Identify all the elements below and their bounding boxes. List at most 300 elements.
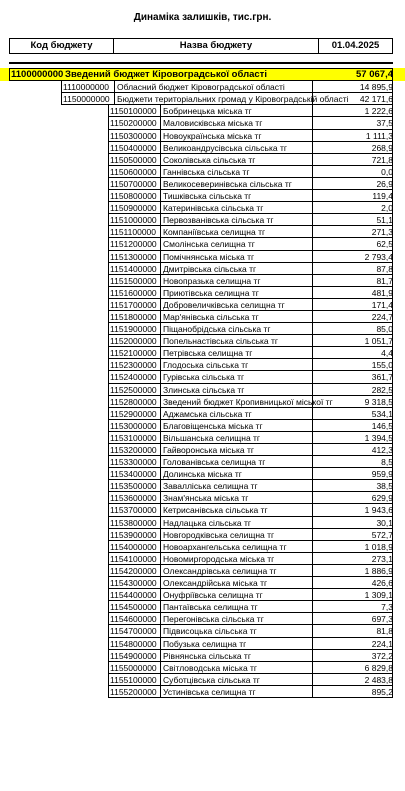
balance-value: 895,2 bbox=[371, 686, 393, 697]
cell-divider bbox=[312, 251, 313, 263]
cell-divider bbox=[160, 226, 161, 238]
budget-name: Перегонівська сільська тг bbox=[163, 614, 264, 625]
budget-code: 1151700000 bbox=[110, 299, 157, 310]
cell-divider bbox=[160, 190, 161, 202]
balance-value: 224,7 bbox=[371, 311, 393, 322]
table-row bbox=[0, 601, 405, 613]
budget-name: Гайворонська міська тг bbox=[163, 445, 254, 455]
cell-divider bbox=[312, 81, 313, 93]
balance-value: 481,9 bbox=[371, 287, 393, 298]
cell-divider bbox=[312, 347, 313, 359]
table-row bbox=[0, 432, 405, 444]
budget-code: 1151000000 bbox=[110, 215, 157, 226]
balance-value: 534,1 bbox=[371, 408, 393, 419]
budget-name: Бобринецька міська тг bbox=[163, 106, 252, 117]
header-name: Назва бюджету bbox=[114, 39, 319, 53]
cell-divider bbox=[312, 541, 313, 553]
balance-value: 1 051,7 bbox=[364, 336, 393, 347]
budget-name: Піщанобрідська сільська тг bbox=[163, 324, 271, 335]
balance-value: 1 222,6 bbox=[364, 106, 393, 117]
table-row bbox=[0, 553, 405, 565]
budget-name: Великосеверинівська сільська тг bbox=[163, 178, 292, 189]
cell-divider bbox=[312, 359, 313, 371]
table-row bbox=[0, 142, 405, 154]
balance-value: 171,4 bbox=[371, 299, 393, 310]
cell-divider bbox=[312, 299, 313, 311]
budget-code: 1152100000 bbox=[110, 348, 157, 359]
budget-table-body bbox=[0, 68, 405, 698]
table-row bbox=[0, 263, 405, 275]
budget-code: 1151300000 bbox=[110, 251, 157, 262]
budget-name: Долинська міська тг bbox=[163, 469, 242, 480]
budget-name: Аджамська сільська тг bbox=[163, 408, 252, 419]
balance-value: 119,4 bbox=[372, 191, 393, 202]
table-row bbox=[0, 226, 405, 238]
budget-name: Пантаївська селищна тг bbox=[163, 602, 258, 613]
cell-divider bbox=[312, 130, 313, 142]
table-row bbox=[0, 81, 405, 93]
balance-value: 1 309,1 bbox=[364, 590, 393, 601]
cell-divider bbox=[160, 275, 161, 287]
budget-name: Обласний бюджет Кіровоградської області bbox=[117, 82, 285, 93]
budget-code: 1153100000 bbox=[110, 432, 157, 443]
table-row bbox=[0, 190, 405, 202]
table-row bbox=[0, 178, 405, 190]
budget-name: Соколівська сільська тг bbox=[163, 154, 256, 165]
cell-divider bbox=[160, 492, 161, 504]
budget-code: 1151800000 bbox=[110, 311, 157, 322]
cell-divider bbox=[312, 468, 313, 480]
budget-code: 1152300000 bbox=[110, 360, 157, 371]
table-row bbox=[0, 662, 405, 674]
cell-divider bbox=[312, 565, 313, 577]
table-row bbox=[0, 299, 405, 311]
balance-value: 2 483,8 bbox=[364, 674, 393, 685]
budget-name: Новопразька селищна тг bbox=[163, 275, 261, 286]
cell-divider bbox=[160, 117, 161, 129]
cell-divider bbox=[160, 178, 161, 190]
cell-divider bbox=[312, 444, 313, 456]
cell-divider bbox=[312, 529, 313, 541]
balance-value: 1 886,9 bbox=[364, 565, 393, 576]
table-row bbox=[0, 251, 405, 263]
table-row bbox=[0, 347, 405, 359]
cell-divider bbox=[160, 480, 161, 492]
budget-code: 1153900000 bbox=[110, 529, 157, 540]
cell-divider bbox=[160, 408, 161, 420]
budget-code: 1152900000 bbox=[110, 408, 157, 419]
cell-divider bbox=[160, 335, 161, 347]
budget-code: 1154400000 bbox=[110, 590, 157, 601]
budget-name: Маловисківська міська тг bbox=[163, 118, 263, 129]
budget-code: 1153200000 bbox=[110, 445, 157, 455]
cell-divider bbox=[160, 456, 161, 468]
budget-name: Петрівська селищна тг bbox=[163, 348, 253, 359]
cell-divider bbox=[160, 638, 161, 650]
cell-divider bbox=[312, 202, 313, 214]
balance-value: 38,5 bbox=[376, 481, 393, 492]
cell-divider bbox=[312, 275, 313, 287]
budget-code: 1151600000 bbox=[110, 287, 157, 298]
table-row bbox=[0, 650, 405, 662]
cell-divider bbox=[160, 529, 161, 541]
table-row bbox=[0, 456, 405, 468]
cell-divider bbox=[160, 613, 161, 625]
cell-divider bbox=[160, 468, 161, 480]
budget-code: 1154000000 bbox=[110, 541, 157, 552]
budget-code: 1153300000 bbox=[110, 457, 157, 468]
cell-divider bbox=[160, 432, 161, 444]
budget-code: 1155000000 bbox=[110, 662, 157, 673]
balance-value: 4,4 bbox=[381, 348, 393, 359]
balance-value: 14 895,9 bbox=[359, 82, 393, 93]
cell-divider bbox=[312, 650, 313, 662]
cell-divider bbox=[312, 504, 313, 516]
balance-value: 6 829,8 bbox=[364, 662, 393, 673]
budget-code: 1154800000 bbox=[110, 638, 157, 649]
table-row bbox=[0, 335, 405, 347]
cell-divider bbox=[160, 130, 161, 142]
balance-value: 224,1 bbox=[371, 638, 393, 649]
balance-value: 0,0 bbox=[381, 166, 393, 177]
table-row bbox=[0, 480, 405, 492]
table-row bbox=[0, 444, 405, 456]
table-row bbox=[0, 674, 405, 686]
table-row bbox=[0, 565, 405, 577]
budget-code: 1151400000 bbox=[110, 263, 157, 274]
cell-divider bbox=[312, 553, 313, 565]
budget-name: Первозванівська сільська тг bbox=[163, 215, 274, 226]
balance-value: 26,9 bbox=[376, 178, 393, 189]
budget-name: Голованівська селищна тг bbox=[163, 457, 266, 468]
budget-name: Побузька селищна тг bbox=[163, 638, 247, 649]
cell-divider bbox=[312, 432, 313, 444]
budget-name: Благовіщенська міська тг bbox=[163, 420, 263, 431]
budget-name: Устинівська селищна тг bbox=[163, 686, 256, 697]
cell-divider bbox=[312, 601, 313, 613]
table-row bbox=[0, 275, 405, 287]
cell-divider bbox=[312, 638, 313, 650]
balance-value: 57 067,4 bbox=[356, 69, 393, 80]
cell-divider bbox=[160, 154, 161, 166]
budget-code: 1150200000 bbox=[110, 118, 157, 129]
cell-divider bbox=[312, 577, 313, 589]
table-row bbox=[0, 287, 405, 299]
cell-divider bbox=[312, 335, 313, 347]
table-row bbox=[0, 613, 405, 625]
budget-code: 1150000000 bbox=[63, 94, 110, 105]
table-row bbox=[0, 154, 405, 166]
balance-value: 426,6 bbox=[371, 578, 393, 589]
budget-code: 1150300000 bbox=[110, 130, 157, 141]
balance-value: 572,7 bbox=[371, 529, 393, 540]
balance-value: 7,3 bbox=[381, 602, 393, 613]
header-separator bbox=[9, 62, 393, 64]
cell-divider bbox=[160, 263, 161, 275]
balance-value: 372,2 bbox=[371, 650, 393, 661]
cell-divider bbox=[312, 105, 313, 117]
budget-code: 1153400000 bbox=[110, 469, 157, 480]
cell-divider bbox=[312, 287, 313, 299]
cell-divider bbox=[114, 81, 115, 93]
balance-value: 85,0 bbox=[376, 324, 393, 335]
budget-name: Олександрійська міська тг bbox=[163, 578, 268, 589]
table-row bbox=[0, 529, 405, 541]
cell-divider bbox=[160, 384, 161, 396]
balance-value: 2,0 bbox=[381, 203, 393, 214]
cell-divider bbox=[312, 589, 313, 601]
cell-divider bbox=[312, 613, 313, 625]
cell-divider bbox=[160, 420, 161, 432]
cell-divider bbox=[160, 214, 161, 226]
cell-divider bbox=[312, 214, 313, 226]
cell-divider bbox=[312, 323, 313, 335]
balance-value: 273,1 bbox=[371, 553, 393, 564]
cell-divider bbox=[160, 359, 161, 371]
budget-name: Надлацька сільська тг bbox=[163, 517, 251, 528]
budget-name: Тишківська сільська тг bbox=[163, 191, 252, 202]
cell-divider bbox=[312, 662, 313, 674]
budget-code: 1152000000 bbox=[110, 336, 157, 347]
balance-value: 51,1 bbox=[376, 215, 393, 226]
cell-divider bbox=[160, 577, 161, 589]
cell-divider bbox=[160, 396, 161, 408]
budget-name: Помічнянська міська тг bbox=[163, 251, 255, 262]
budget-name: Суботцівська сільська тг bbox=[163, 674, 260, 685]
header-code: Код бюджету bbox=[10, 39, 114, 53]
cell-divider bbox=[160, 553, 161, 565]
budget-name: Катеринівська сільська тг bbox=[163, 203, 264, 214]
balance-value: 37,5 bbox=[376, 118, 393, 129]
budget-code: 1110000000 bbox=[63, 82, 110, 93]
budget-name: Вільшанська селищна тг bbox=[163, 432, 261, 443]
budget-code: 1100000000 bbox=[11, 69, 64, 80]
table-row bbox=[0, 130, 405, 142]
cell-divider bbox=[160, 202, 161, 214]
budget-code: 1153000000 bbox=[110, 420, 157, 431]
table-row bbox=[0, 638, 405, 650]
balance-value: 1 394,5 bbox=[364, 432, 393, 443]
balance-value: 8,5 bbox=[381, 457, 393, 468]
budget-name: Новомиргородська міська тг bbox=[163, 553, 275, 564]
cell-divider bbox=[312, 674, 313, 686]
cell-divider bbox=[160, 287, 161, 299]
table-row bbox=[0, 311, 405, 323]
budget-name: Добровеличківська селищна тг bbox=[163, 299, 285, 310]
budget-name: Дмитрівська сільська тг bbox=[163, 263, 257, 274]
cell-divider bbox=[312, 517, 313, 529]
budget-code: 1154300000 bbox=[110, 578, 157, 589]
balance-value: 146,5 bbox=[371, 420, 393, 431]
budget-name: Підвисоцька сільська тг bbox=[163, 626, 257, 637]
budget-code: 1150500000 bbox=[110, 154, 157, 165]
balance-value: 271,3 bbox=[371, 227, 393, 238]
table-header bbox=[9, 38, 393, 54]
cell-divider bbox=[160, 105, 161, 117]
balance-value: 1 018,9 bbox=[364, 541, 393, 552]
cell-divider bbox=[312, 178, 313, 190]
table-row bbox=[0, 492, 405, 504]
table-row bbox=[0, 408, 405, 420]
budget-name: Кетрисанівська сільська тг bbox=[163, 505, 268, 516]
table-row bbox=[0, 93, 405, 105]
cell-divider bbox=[160, 238, 161, 250]
cell-divider bbox=[312, 263, 313, 275]
table-row bbox=[0, 396, 405, 408]
budget-code: 1151200000 bbox=[110, 239, 157, 250]
balance-value: 268,9 bbox=[371, 142, 393, 153]
table-row bbox=[0, 625, 405, 637]
cell-divider bbox=[312, 492, 313, 504]
budget-name: Смолінська селищна тг bbox=[163, 239, 255, 250]
balance-value: 959,9 bbox=[371, 469, 393, 480]
budget-code: 1152400000 bbox=[110, 372, 157, 383]
budget-name: Мар'янівська сільська тг bbox=[163, 311, 259, 322]
cell-divider bbox=[312, 142, 313, 154]
table-row bbox=[0, 371, 405, 383]
budget-name: Великоандрусівська сільська тг bbox=[163, 142, 287, 153]
cell-divider bbox=[114, 93, 115, 105]
budget-name: Новгородківська селищна тг bbox=[163, 529, 275, 540]
budget-code: 1153500000 bbox=[110, 481, 157, 492]
balance-value: 697,3 bbox=[371, 614, 393, 625]
cell-divider bbox=[160, 589, 161, 601]
budget-name: Компаніївська селищна тг bbox=[163, 227, 266, 238]
budget-name: Світловодська міська тг bbox=[163, 662, 258, 673]
cell-divider bbox=[160, 662, 161, 674]
budget-name: Новоукраїнська міська тг bbox=[163, 130, 262, 141]
cell-divider bbox=[160, 650, 161, 662]
cell-divider bbox=[312, 408, 313, 420]
balance-value: 42 171,6 bbox=[359, 94, 393, 105]
cell-divider bbox=[312, 384, 313, 396]
budget-name: Ганнівська сільська тг bbox=[163, 166, 250, 177]
balance-value: 629,9 bbox=[371, 493, 393, 504]
cell-divider bbox=[160, 517, 161, 529]
budget-code: 1151100000 bbox=[110, 227, 157, 238]
budget-code: 1150400000 bbox=[110, 142, 157, 153]
budget-code: 1155200000 bbox=[110, 686, 157, 697]
budget-code: 1155100000 bbox=[110, 674, 157, 685]
cell-divider bbox=[160, 323, 161, 335]
budget-name: Олександрівська селищна тг bbox=[163, 565, 277, 576]
cell-divider bbox=[312, 480, 313, 492]
cell-divider bbox=[312, 686, 313, 698]
budget-code: 1153700000 bbox=[110, 505, 157, 516]
cell-divider bbox=[312, 456, 313, 468]
header-date: 01.04.2025 bbox=[331, 40, 380, 51]
cell-divider bbox=[160, 142, 161, 154]
budget-code: 1151900000 bbox=[110, 324, 157, 335]
budget-name: Зведений бюджет Кропивницької міської тг bbox=[163, 396, 333, 407]
budget-name: Попельнастівська сільська тг bbox=[163, 336, 279, 347]
table-row bbox=[0, 117, 405, 129]
budget-code: 1154100000 bbox=[110, 553, 157, 564]
table-row bbox=[0, 105, 405, 117]
table-row bbox=[0, 202, 405, 214]
table-row bbox=[0, 468, 405, 480]
cell-divider bbox=[312, 190, 313, 202]
cell-divider bbox=[160, 299, 161, 311]
table-row bbox=[0, 166, 405, 178]
budget-name: Приютівська селищна тг bbox=[163, 287, 259, 298]
balance-value: 721,8 bbox=[371, 154, 393, 165]
budget-name: Завалліська селищна тг bbox=[163, 481, 258, 492]
budget-code: 1153800000 bbox=[110, 517, 157, 528]
cell-divider bbox=[160, 541, 161, 553]
cell-divider bbox=[312, 420, 313, 432]
budget-name: Глодоська сільська тг bbox=[163, 360, 249, 371]
budget-code: 1154700000 bbox=[110, 626, 157, 637]
table-row bbox=[0, 323, 405, 335]
balance-value: 282,5 bbox=[371, 384, 393, 395]
cell-divider bbox=[160, 565, 161, 577]
budget-name: Новоархангельська селищна тг bbox=[163, 541, 287, 552]
budget-code: 1150900000 bbox=[110, 203, 157, 214]
budget-name: Злинська сільська тг bbox=[163, 384, 245, 395]
cell-divider bbox=[160, 601, 161, 613]
cell-divider bbox=[312, 625, 313, 637]
balance-value: 9 318,5 bbox=[364, 396, 393, 407]
balance-value: 155,0 bbox=[371, 360, 393, 371]
budget-code: 1152800000 bbox=[110, 396, 157, 407]
table-row bbox=[0, 420, 405, 432]
cell-divider bbox=[160, 504, 161, 516]
budget-code: 1150700000 bbox=[110, 178, 157, 189]
cell-divider bbox=[312, 117, 313, 129]
cell-divider bbox=[160, 625, 161, 637]
cell-divider bbox=[312, 371, 313, 383]
table-row bbox=[0, 238, 405, 250]
budget-code: 1150100000 bbox=[110, 106, 157, 117]
table-row bbox=[0, 504, 405, 516]
balance-value: 2 793,4 bbox=[364, 251, 393, 262]
table-row bbox=[0, 541, 405, 553]
balance-value: 1 943,6 bbox=[364, 505, 393, 516]
budget-name: Рівнянська сільська тг bbox=[163, 650, 251, 661]
balance-value: 361,7 bbox=[371, 372, 393, 383]
budget-code: 1154200000 bbox=[110, 565, 157, 576]
budget-code: 1154900000 bbox=[110, 650, 157, 661]
cell-divider bbox=[160, 444, 161, 456]
budget-name: Гурівська сільська тг bbox=[163, 372, 245, 383]
budget-name: Онуфріївська селищна тг bbox=[163, 590, 263, 601]
report-title: Динаміка залишків, тис.грн. bbox=[133, 12, 272, 23]
balance-value: 81,8 bbox=[376, 626, 393, 637]
budget-code: 1154600000 bbox=[110, 614, 157, 625]
balance-value: 87,8 bbox=[376, 263, 393, 274]
budget-name: Знам'янська міська тг bbox=[163, 493, 249, 504]
balance-value: 1 111,3 bbox=[365, 130, 393, 141]
cell-divider bbox=[160, 347, 161, 359]
budget-name: Бюджети територіальних громад у Кіровоградській області bbox=[117, 94, 349, 105]
cell-divider bbox=[160, 686, 161, 698]
budget-code: 1150800000 bbox=[110, 191, 157, 202]
budget-code: 1151500000 bbox=[110, 275, 157, 286]
table-row bbox=[0, 214, 405, 226]
balance-value: 412,3 bbox=[371, 445, 393, 455]
cell-divider bbox=[160, 674, 161, 686]
cell-divider bbox=[312, 166, 313, 178]
table-row bbox=[0, 384, 405, 396]
cell-divider bbox=[160, 251, 161, 263]
balance-value: 62,5 bbox=[376, 239, 393, 250]
cell-divider bbox=[312, 238, 313, 250]
balance-value: 81,7 bbox=[376, 275, 393, 286]
table-row bbox=[0, 577, 405, 589]
budget-code: 1152500000 bbox=[110, 384, 157, 395]
table-row bbox=[0, 589, 405, 601]
